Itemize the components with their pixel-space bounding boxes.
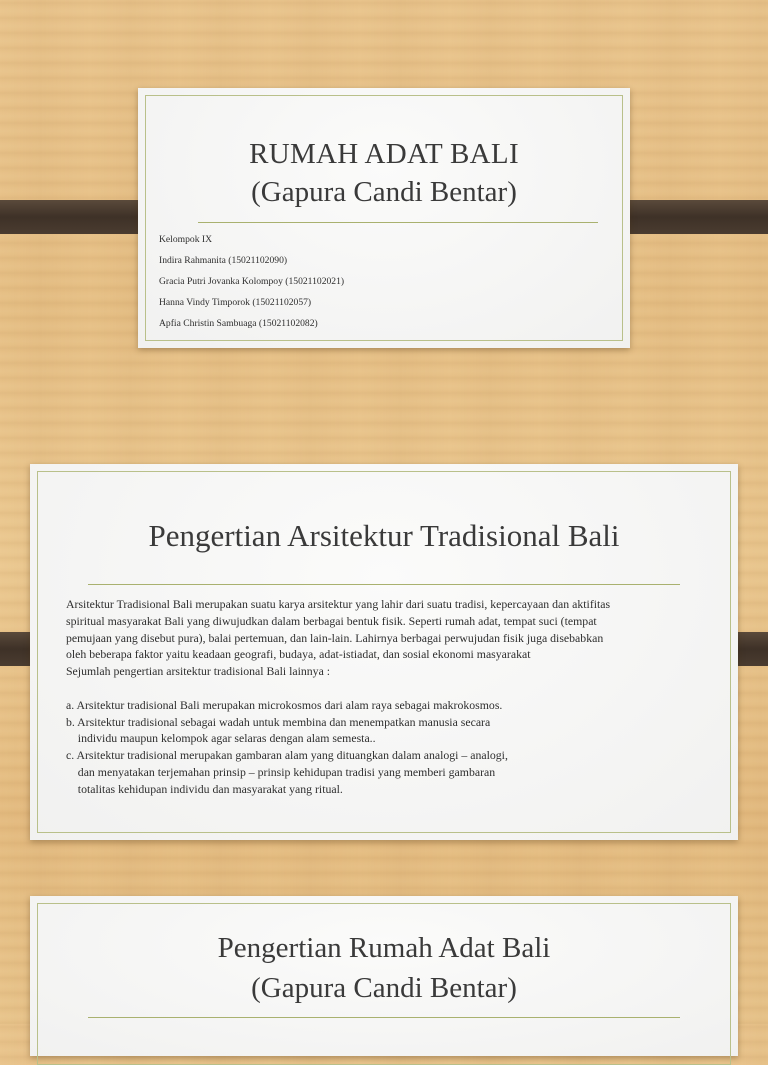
title-line-1: Pengertian Rumah Adat Bali [217, 932, 551, 964]
member-list [159, 229, 344, 334]
member-item: Indira Rahmanita (15021102090) [159, 255, 288, 266]
definition-body [66, 596, 610, 798]
member-item: Gracia Putri Jovanka Kolompoy (15021102021) [159, 276, 345, 287]
member-item: Apfia Christin Sambuaga (15021102082) [159, 318, 318, 329]
title-line-1: RUMAH ADAT BALI [249, 138, 519, 170]
title-line-2: (Gapura Candi Bentar) [251, 176, 517, 208]
slide-title: Pengertian Arsitektur Tradisional Bali [148, 518, 620, 553]
list-item-c: c. Arsitektur tradisional merupakan gambaran alam yang dituangkan dalam analogi – analogi, [66, 748, 508, 763]
definition-slide-card [30, 464, 738, 840]
body-line: pemujaan yang disebut pura), balai pertemuan, dan lain-lain. Lahirnya berbagai perwujudan fisik juga disebabkan [66, 630, 604, 645]
group-name: Kelompok IX [159, 234, 213, 245]
title-divider [88, 1017, 680, 1018]
body-line: Arsitektur Tradisional Bali merupakan suatu karya arsitektur yang lahir dari suatu tradisi, kepercayaan dan aktifitas [66, 597, 611, 611]
list-item-b-cont: individu maupun kelompok agar selaras dengan alam semesta.. [66, 731, 376, 746]
list-item-c-cont: totalitas kehidupan individu dan masyarakat yang ritual. [66, 781, 343, 796]
list-item-c-cont: dan menyatakan terjemahan prinsip – prinsip kehidupan tradisi yang memberi gambaran [66, 764, 496, 779]
body-line: oleh beberapa faktor yaitu keadaan geografi, budaya, adat-istiadat, dan sosial ekonomi masyarakat [66, 647, 531, 662]
list-item-b: b. Arsitektur tradisional sebagai wadah untuk membina dan menempatkan manusia secara [66, 714, 491, 729]
title-slide-card [138, 88, 630, 348]
blank-line [66, 680, 610, 697]
body-line: Sejumlah pengertian arsitektur tradisional Bali lainnya : [66, 664, 331, 679]
body-line: spiritual masyarakat Bali yang diwujudkan dalam berbagai bentuk fisik. Seperti rumah adat, tempat suci (tempat [66, 613, 597, 628]
list-item-a: a. Arsitektur tradisional Bali merupakan microkosmos dari alam raya sebagai makrokosmos. [66, 697, 503, 712]
title-divider [88, 584, 680, 585]
title-line-2: (Gapura Candi Bentar) [251, 972, 517, 1004]
rumah-adat-slide-card [30, 896, 738, 1056]
title-divider [198, 222, 598, 223]
member-item: Hanna Vindy Timporok (15021102057) [159, 297, 312, 308]
